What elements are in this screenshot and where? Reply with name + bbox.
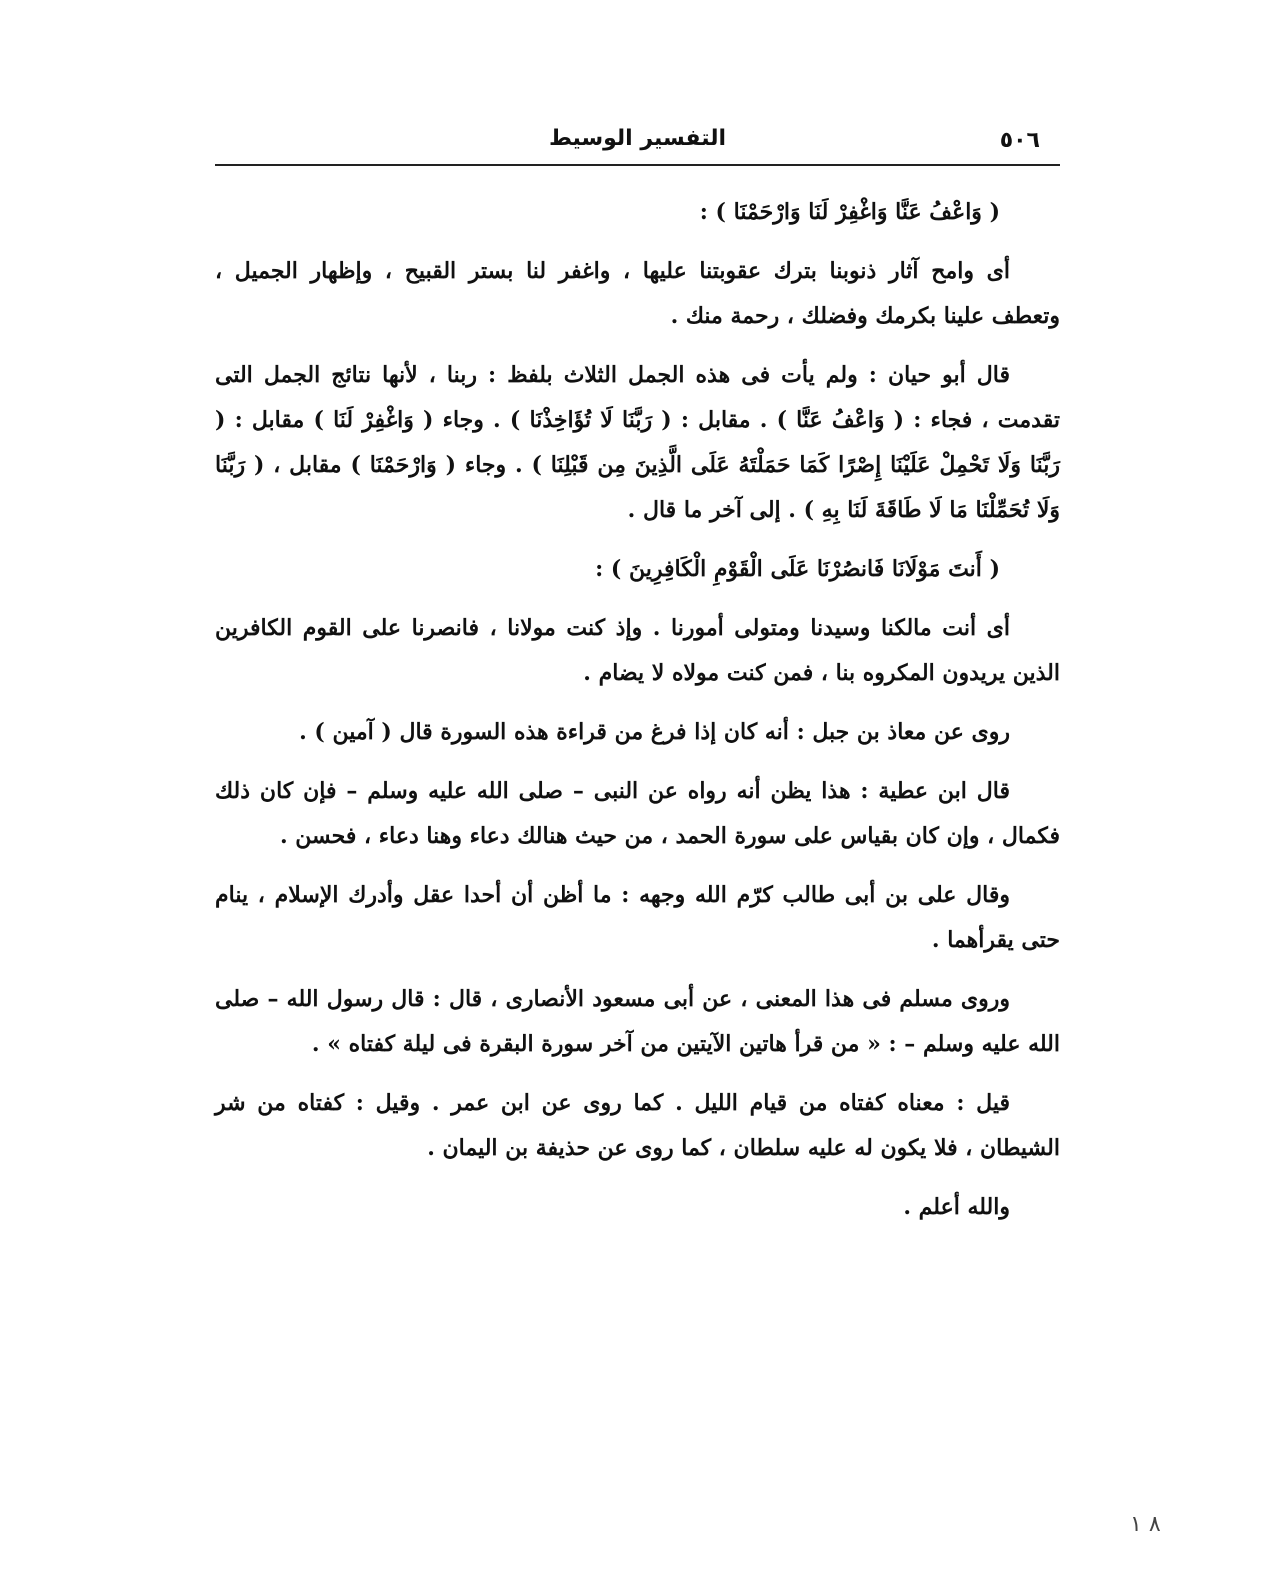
page-body <box>215 190 1060 1244</box>
paragraph-8: قيل : معناه كفتاه من قيام الليل . كما روى عن ابن عمر . وقيل : كفتاه من شر الشيطان ، فلا يكون له عليه سلطان ، كما روى عن حذيفة بن اليمان . <box>215 1090 1060 1161</box>
paragraph-2: قال أبو حيان : ولم يأت فى هذه الجمل الثلاث بلفظ : ربنا ، لأنها نتائج الجمل التى تقدمت ، فجاء : ( وَاعْفُ عَنَّا ) . مقابل : ( رَبَّنَا لَا تُؤَاخِذْنَا ) . وجاء ( وَاغْفِرْ لَنَا ) مقابل : ( رَبَّنَا وَلَا تَحْمِلْ عَلَيْنَا إِصْرًا كَمَا حَمَلْتَهُ عَلَى الَّذِينَ مِن قَبْلِنَا ) . وجاء ( وَارْحَمْنَا ) مقابل ، ( رَبَّنَا وَلَا تُحَمِّلْنَا مَا لَا طَاقَةَ لَنَا بِهِ ) . إلى آخر ما قال . <box>215 362 1060 523</box>
page-number: ٥٠٦ <box>999 128 1040 153</box>
paragraph-1: أى وامح آثار ذنوبنا بترك عقوبتنا عليها ، واغفر لنا بستر القبيح ، وإظهار الجميل ، وتعطف علينا بكرمك وفضلك ، رحمة منك . <box>215 258 1060 329</box>
paragraph-4: روى عن معاذ بن جبل : أنه كان إذا فرغ من قراءة هذه السورة قال ( آمين ) . <box>299 719 1010 745</box>
header-divider <box>215 164 1060 166</box>
paragraph-7: وروى مسلم فى هذا المعنى ، عن أبى مسعود الأنصارى ، قال : قال رسول الله – صلى الله عليه وسلم – : « من قرأ هاتين الآيتين من آخر سورة البقرة فى ليلة كفتاه » . <box>215 986 1060 1057</box>
paragraph-5: قال ابن عطية : هذا يظن أنه رواه عن النبى – صلى الله عليه وسلم – فإن كان ذلك فكمال ، وإن كان بقياس على سورة الحمد ، من حيث هنالك دعاء وهنا دعاء ، فحسن . <box>215 778 1060 849</box>
verse-heading-2: ( أَنتَ مَوْلَانَا فَانصُرْنَا عَلَى الْقَوْمِ الْكَافِرِينَ ) : <box>595 556 1000 582</box>
verse-heading-1: ( وَاعْفُ عَنَّا وَاغْفِرْ لَنَا وَارْحَمْنَا ) : <box>699 199 1000 225</box>
paragraph-3: أى أنت مالكنا وسيدنا ومتولى أمورنا . وإذ كنت مولانا ، فانصرنا على القوم الكافرين الذين يريدون المكروه بنا ، فمن كنت مولاه لا يضام . <box>215 615 1060 686</box>
handwritten-mark: ٨ ١ <box>1130 1512 1161 1537</box>
paragraph-6: وقال على بن أبى طالب كرّم الله وجهه : ما أظن أن أحدا عقل وأدرك الإسلام ، ينام حتى يقرأهما . <box>215 882 1060 953</box>
closing-line: والله أعلم . <box>903 1194 1010 1220</box>
page-header <box>215 120 1060 166</box>
running-title: التفسير الوسيط <box>548 126 727 151</box>
